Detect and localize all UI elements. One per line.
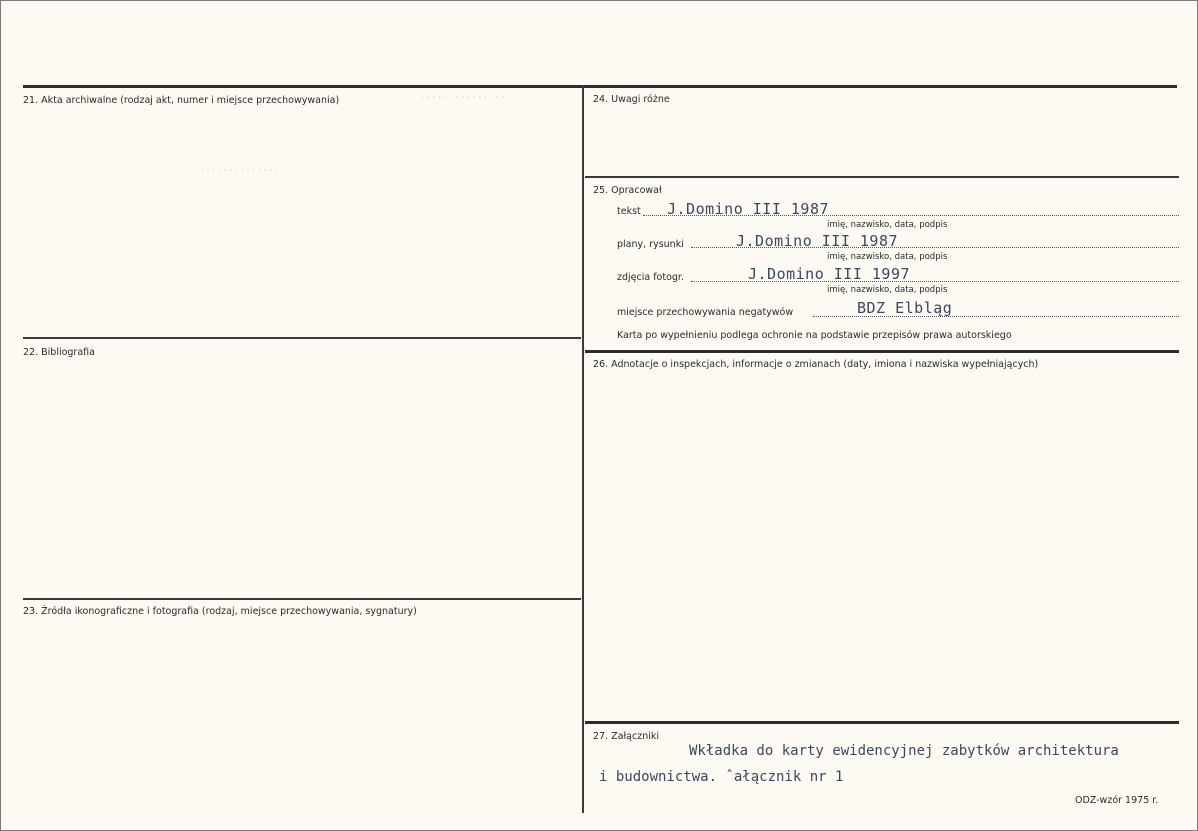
rule-21-22 bbox=[23, 337, 581, 339]
attachment-line-2: i budownictwa. ˆałącznik nr 1 bbox=[599, 769, 844, 785]
faint-marks: · · · · · · · · · · · · · · · bbox=[421, 93, 504, 103]
rule-26-27 bbox=[585, 721, 1179, 724]
tekst-label: tekst bbox=[617, 206, 641, 217]
top-rule bbox=[23, 85, 1177, 88]
rule-25-26 bbox=[585, 350, 1179, 353]
zdjecia-hint: imię, nazwisko, data, podpis bbox=[827, 285, 948, 295]
tekst-hint: imię, nazwisko, data, podpis bbox=[827, 220, 948, 230]
section-27-label: 27. Załączniki bbox=[593, 731, 659, 742]
plany-label: plany, rysunki bbox=[617, 239, 684, 250]
section-24-label: 24. Uwagi różne bbox=[593, 94, 670, 105]
attachment-line-1: Wkładka do karty ewidencyjnej zabytków architektura bbox=[689, 743, 1119, 759]
section-25-label: 25. Opracował bbox=[593, 185, 662, 196]
section-21-label: 21. Akta archiwalne (rodzaj akt, numer i miejsce przechowywania) bbox=[23, 95, 340, 106]
copyright-note: Karta po wypełnieniu podlega ochronie na podstawie przepisów prawa autorskiego bbox=[617, 330, 1012, 341]
zdjecia-label: zdjęcia fotogr. bbox=[617, 272, 684, 283]
negatywy-label: miejsce przechowywania negatywów bbox=[617, 307, 794, 318]
rule-22-23 bbox=[23, 598, 581, 600]
column-divider bbox=[582, 85, 584, 813]
negatywy-value: BDZ Elbląg bbox=[857, 299, 953, 317]
section-26-label: 26. Adnotacje o inspekcjach, informacje o zmianach (daty, imiona i nazwiska wypełniających) bbox=[593, 359, 1039, 370]
section-23-label: 23. Źródła ikonograficzne i fotografia (rodzaj, miejsce przechowywania, sygnatury) bbox=[23, 606, 417, 617]
plany-hint: imię, nazwisko, data, podpis bbox=[827, 252, 948, 262]
plany-value: J.Domino III 1987 bbox=[736, 232, 899, 250]
faint-marks-2: · · · · · · · · · · · · · · bbox=[201, 166, 279, 176]
rule-24-25 bbox=[585, 176, 1179, 178]
section-22-label: 22. Bibliografia bbox=[23, 347, 95, 358]
zdjecia-value: J.Domino III 1997 bbox=[748, 265, 911, 283]
form-id: ODZ-wzór 1975 r. bbox=[1075, 795, 1159, 806]
tekst-value: J.Domino III 1987 bbox=[667, 200, 830, 218]
